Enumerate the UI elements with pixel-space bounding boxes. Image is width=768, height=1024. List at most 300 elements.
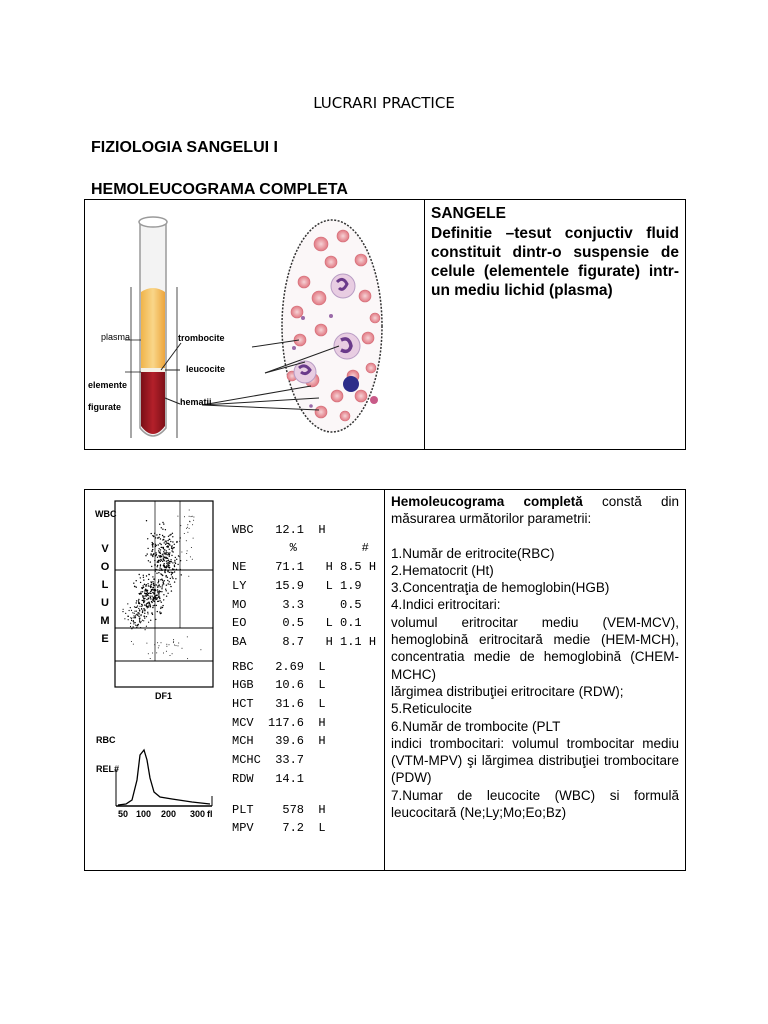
scatter-point: [159, 586, 160, 587]
scatter-point: [142, 612, 143, 613]
scatter-point: [154, 565, 155, 566]
value-row: EO 0.5 L 0.1: [232, 616, 362, 631]
scatter-point: [147, 612, 148, 613]
scatter-point: [144, 584, 145, 585]
scatter-point: [161, 560, 162, 561]
scatter-point: [163, 594, 164, 595]
scatter-point: [143, 579, 144, 580]
scatter-point: [162, 529, 163, 530]
scatter-point: [162, 607, 163, 608]
scatter-point: [152, 549, 153, 550]
scatter-point: [163, 547, 164, 548]
scatter-point: [160, 565, 161, 566]
scatter-point: [173, 569, 174, 570]
scatter-point: [166, 541, 167, 542]
scatter-point: [138, 615, 139, 616]
scatter-point: [158, 592, 159, 593]
scatter-point: [150, 593, 151, 594]
scatter-point: [147, 595, 148, 596]
scatter-point: [152, 550, 153, 551]
scatter-point: [184, 533, 185, 534]
scatter-point: [178, 645, 179, 646]
scatter-point: [165, 557, 166, 558]
value-row: PLT 578 H: [232, 802, 326, 817]
scatter-point: [143, 595, 144, 596]
scatter-point: [146, 626, 147, 627]
scatter-point: [142, 610, 143, 611]
histogram-tick: 300: [190, 809, 206, 819]
volume-letter: V: [101, 543, 109, 555]
value-row: MPV 7.2 L: [232, 821, 326, 836]
scatter-point: [158, 585, 159, 586]
scatter-point: [167, 577, 168, 578]
scatter-point: [176, 645, 177, 646]
label-trombocite: trombocite: [178, 333, 225, 343]
scatter-point: [189, 510, 190, 511]
histogram-tick: 100: [136, 809, 152, 819]
scatter-point: [189, 516, 190, 517]
scatter-point: [165, 544, 166, 545]
scatter-point: [159, 570, 160, 571]
scatter-point: [187, 532, 188, 533]
param-item: 4.Indici eritrocitari:: [391, 597, 501, 613]
scatter-point: [159, 645, 160, 646]
scatter-point: [161, 591, 162, 592]
scatter-point: [141, 606, 142, 607]
scatter-point: [152, 542, 153, 543]
scatter-point: [159, 567, 160, 568]
scatter-point: [192, 516, 193, 517]
scatter-point: [159, 534, 160, 535]
scatter-point: [139, 606, 140, 607]
definition-body: Definitie –tesut conjuctiv fluid constituit dintr-o suspensie de celule (elementele figurate) intr-un mediu lichid (plasma): [431, 225, 679, 299]
scatter-point: [137, 615, 138, 616]
scatter-point: [145, 596, 146, 597]
scatter-point: [169, 572, 170, 573]
scatter-point: [157, 601, 158, 602]
value-row: HGB 10.6 L: [232, 678, 326, 693]
scatter-point: [182, 648, 183, 649]
scatter-point: [147, 613, 148, 614]
scatter-point: [187, 658, 188, 659]
value-row: MO 3.3 0.5: [232, 597, 362, 612]
scatter-point: [136, 611, 137, 612]
scatter-point: [169, 556, 170, 557]
scatter-point: [137, 605, 138, 606]
scatter-point: [163, 551, 164, 552]
scatter-point: [170, 534, 171, 535]
scatter-point: [154, 560, 155, 561]
scatter-point: [155, 571, 156, 572]
scatter-point: [179, 541, 180, 542]
value-row: HCT 31.6 L: [232, 697, 326, 712]
scatter-point: [143, 577, 144, 578]
scatter-point: [131, 641, 132, 642]
scatter-point: [136, 600, 137, 601]
scatter-point: [163, 653, 164, 654]
scatter-point: [157, 587, 158, 588]
scatter-point: [157, 565, 158, 566]
analyzer-values: [232, 502, 376, 857]
scatter-point: [163, 564, 164, 565]
scatter-point: [157, 589, 158, 590]
scatter-point: [158, 579, 159, 580]
scatter-point: [148, 653, 149, 654]
scatter-point: [164, 549, 165, 550]
scatter-point: [166, 644, 167, 645]
scatter-point: [133, 583, 134, 584]
intro-rest: constă din măsurarea următorilor parametrii:: [391, 494, 680, 527]
scatter-point: [169, 539, 170, 540]
scatter-point: [174, 565, 175, 566]
table-divider: [424, 199, 425, 450]
scatter-point: [158, 581, 159, 582]
scatter-point: [162, 605, 163, 606]
scatter-point: [177, 564, 178, 565]
label-leucocite: leucocite: [186, 364, 226, 374]
scatter-point: [140, 577, 141, 578]
scatter-point: [139, 574, 140, 575]
scatter-point: [159, 611, 160, 612]
scatter-point: [175, 563, 176, 564]
scatter-point: [184, 516, 185, 517]
scatter-point: [157, 597, 158, 598]
scatter-point: [131, 618, 132, 619]
scatter-point: [161, 642, 162, 643]
scatter-point: [161, 602, 162, 603]
scatter-point: [135, 625, 136, 626]
scatter-point: [169, 567, 170, 568]
scatter-point: [140, 622, 141, 623]
scatter-point: [171, 550, 172, 551]
scatter-point: [132, 612, 133, 613]
scatter-point: [193, 517, 194, 518]
scatter-point: [166, 590, 167, 591]
scatter-point: [167, 560, 168, 561]
scatter-point: [133, 622, 134, 623]
scatter-point: [163, 581, 164, 582]
scatter-point: [189, 528, 190, 529]
scatter-point: [152, 592, 153, 593]
scatter-point: [168, 553, 169, 554]
scatter-point: [151, 596, 152, 597]
scatter-point: [180, 560, 181, 561]
scatter-point: [171, 555, 172, 556]
scatter-point: [140, 593, 141, 594]
scatter-point: [158, 550, 159, 551]
scatter-point: [144, 604, 145, 605]
scatter-point: [162, 575, 163, 576]
scatter-point: [170, 578, 171, 579]
scatter-point: [160, 561, 161, 562]
scatter-point: [188, 576, 189, 577]
spacer: [391, 528, 679, 545]
scatter-point: [142, 605, 143, 606]
scatter-point: [163, 599, 164, 600]
scatter-point: [161, 586, 162, 587]
scatter-point: [161, 588, 162, 589]
scatter-point: [142, 591, 143, 592]
scatter-point: [166, 563, 167, 564]
label-elemente: elemente: [88, 380, 128, 390]
scatter-point: [192, 524, 193, 525]
scatter-point: [181, 552, 182, 553]
scatter-point: [166, 596, 167, 597]
histogram-tick: 200: [161, 809, 177, 819]
scatter-point: [153, 543, 154, 544]
scatter-point: [160, 579, 161, 580]
scatter-point: [159, 600, 160, 601]
scatter-point: [178, 555, 179, 556]
param-item: 3.Concentraţia de hemoglobin(HGB): [391, 580, 610, 596]
value-row: MCH 39.6 H: [232, 734, 326, 749]
scatter-point: [142, 585, 143, 586]
scatter-point: [160, 608, 161, 609]
scatter-point: [162, 580, 163, 581]
scatter-point: [141, 609, 142, 610]
scatter-point: [160, 555, 161, 556]
scatter-point: [138, 600, 139, 601]
scatter-point: [152, 535, 153, 536]
scatter-point: [166, 552, 167, 553]
scatter-point: [146, 606, 147, 607]
scatter-point: [172, 578, 173, 579]
scatter-point: [169, 552, 170, 553]
scatter-point: [153, 583, 154, 584]
label-plasma: plasma: [101, 332, 131, 342]
scatter-point: [154, 590, 155, 591]
scatter-point: [157, 642, 158, 643]
definition-title: SANGELE: [431, 205, 506, 222]
scatter-point: [159, 543, 160, 544]
scatter-volume-axis: [100, 540, 110, 648]
scatter-point: [131, 610, 132, 611]
scatter-point: [191, 547, 192, 548]
scatter-point: [187, 550, 188, 551]
scatter-point: [128, 616, 129, 617]
scatter-point: [142, 597, 143, 598]
scatter-point: [193, 520, 194, 521]
scatter-point: [167, 563, 168, 564]
scatter-point: [144, 616, 145, 617]
table2-divider: [384, 489, 385, 871]
scatter-point: [135, 617, 136, 618]
scatter-point: [134, 613, 135, 614]
scatter-point: [152, 589, 153, 590]
scatter-point: [133, 617, 134, 618]
scatter-point: [130, 607, 131, 608]
scatter-point: [174, 645, 175, 646]
scatter-point: [145, 629, 146, 630]
scatter-point: [150, 620, 151, 621]
scatter-point: [162, 561, 163, 562]
scatter-point: [166, 575, 167, 576]
scatter-point: [165, 589, 166, 590]
scatter-point: [146, 599, 147, 600]
scatter-point: [130, 617, 131, 618]
scatter-point: [146, 590, 147, 591]
scatter-point: [174, 581, 175, 582]
scatter-point: [169, 644, 170, 645]
scatter-point: [186, 528, 187, 529]
scatter-point: [150, 561, 151, 562]
scatter-point: [153, 578, 154, 579]
scatter-point: [169, 563, 170, 564]
scatter-point: [135, 622, 136, 623]
value-row: WBC 12.1 H: [232, 522, 326, 537]
scatter-point: [161, 568, 162, 569]
scatter-point: [160, 570, 161, 571]
scatter-point: [186, 540, 187, 541]
scatter-point: [144, 600, 145, 601]
scatter-point: [131, 620, 132, 621]
scatter-point: [134, 611, 135, 612]
scatter-point: [146, 584, 147, 585]
scatter-point: [180, 569, 181, 570]
scatter-point: [163, 536, 164, 537]
scatter-point: [187, 527, 188, 528]
scatter-point: [179, 556, 180, 557]
scatter-point: [142, 595, 143, 596]
scatter-point: [168, 562, 169, 563]
scatter-point: [136, 614, 137, 615]
scatter-point: [136, 587, 137, 588]
scatter-point: [148, 560, 149, 561]
scatter-point: [150, 587, 151, 588]
scatter-point: [154, 605, 155, 606]
scatter-point: [148, 585, 149, 586]
scatter-point: [157, 582, 158, 583]
scatter-point: [136, 607, 137, 608]
scatter-point: [191, 516, 192, 517]
scatter-point: [138, 602, 139, 603]
scatter-point: [166, 561, 167, 562]
scatter-point: [159, 524, 160, 525]
scatter-point: [167, 540, 168, 541]
scatter-point: [180, 537, 181, 538]
scatter-point: [192, 559, 193, 560]
scatter-point: [143, 600, 144, 601]
scatter-point: [158, 593, 159, 594]
scatter-point: [153, 585, 154, 586]
scatter-point: [155, 590, 156, 591]
scatter-point: [151, 590, 152, 591]
scatter-point: [150, 554, 151, 555]
scatter-point: [125, 613, 126, 614]
scatter-point: [187, 636, 188, 637]
scatter-point: [141, 614, 142, 615]
value-row: LY 15.9 L 1.9: [232, 578, 362, 593]
scatter-point: [147, 603, 148, 604]
scatter-point: [170, 561, 171, 562]
scatter-point: [136, 627, 137, 628]
scatter-point: [130, 626, 131, 627]
scatter-point: [160, 549, 161, 550]
scatter-point: [166, 550, 167, 551]
scatter-point: [140, 627, 141, 628]
scatter-point: [158, 647, 159, 648]
scatter-point: [170, 559, 171, 560]
scatter-point: [161, 544, 162, 545]
scatter-point: [129, 610, 130, 611]
scatter-point: [146, 520, 147, 521]
scatter-point: [172, 548, 173, 549]
scatter-point: [146, 616, 147, 617]
scatter-point: [148, 605, 149, 606]
scatter-point: [147, 607, 148, 608]
scatter-point: [176, 541, 177, 542]
scatter-point: [137, 624, 138, 625]
scatter-point: [166, 542, 167, 543]
scatter-point: [176, 559, 177, 560]
scatter-point: [160, 591, 161, 592]
scatter-point: [169, 581, 170, 582]
scatter-point: [164, 580, 165, 581]
scatter-point: [150, 597, 151, 598]
scatter-point: [158, 560, 159, 561]
scatter-point: [140, 591, 141, 592]
label-figurate: figurate: [88, 402, 122, 412]
scatter-point: [187, 524, 188, 525]
scatter-point: [157, 566, 158, 567]
scatter-point: [167, 545, 168, 546]
scatter-point: [145, 589, 146, 590]
scatter-point: [180, 525, 181, 526]
scatter-point: [161, 527, 162, 528]
scatter-point: [166, 585, 167, 586]
scatter-point: [131, 628, 132, 629]
scatter-point: [169, 544, 170, 545]
scatter-point: [138, 613, 139, 614]
scatter-point: [122, 611, 123, 612]
scatter-point: [168, 536, 169, 537]
scatter-point: [178, 643, 179, 644]
scatter-point: [154, 533, 155, 534]
page-subtitle: FIZIOLOGIA SANGELUI I: [91, 139, 278, 156]
scatter-point: [123, 609, 124, 610]
scatter-point: [165, 576, 166, 577]
page-title: LUCRARI PRACTICE: [313, 94, 455, 112]
scatter-point: [164, 557, 165, 558]
scatter-point: [152, 556, 153, 557]
scatter-point: [147, 583, 148, 584]
scatter-point: [172, 576, 173, 577]
scatter-point: [159, 597, 160, 598]
scatter-point: [159, 598, 160, 599]
histogram-tick: 50: [118, 809, 129, 819]
scatter-point: [148, 598, 149, 599]
histogram-rel-label: REL#: [96, 764, 120, 774]
scatter-point: [156, 534, 157, 535]
value-row: NE 71.1 H 8.5 H: [232, 560, 377, 575]
scatter-point: [150, 581, 151, 582]
scatter-point: [138, 608, 139, 609]
value-row: RBC 2.69 L: [232, 659, 326, 674]
scatter-point: [166, 651, 167, 652]
scatter-point: [133, 615, 134, 616]
scatter-point: [162, 584, 163, 585]
scatter-point: [171, 590, 172, 591]
scatter-point: [173, 642, 174, 643]
scatter-point: [136, 580, 137, 581]
scatter-point: [135, 615, 136, 616]
scatter-point: [150, 658, 151, 659]
scatter-point: [144, 613, 145, 614]
scatter-point: [171, 546, 172, 547]
scatter-point: [168, 554, 169, 555]
scatter-point: [167, 593, 168, 594]
scatter-point: [155, 569, 156, 570]
